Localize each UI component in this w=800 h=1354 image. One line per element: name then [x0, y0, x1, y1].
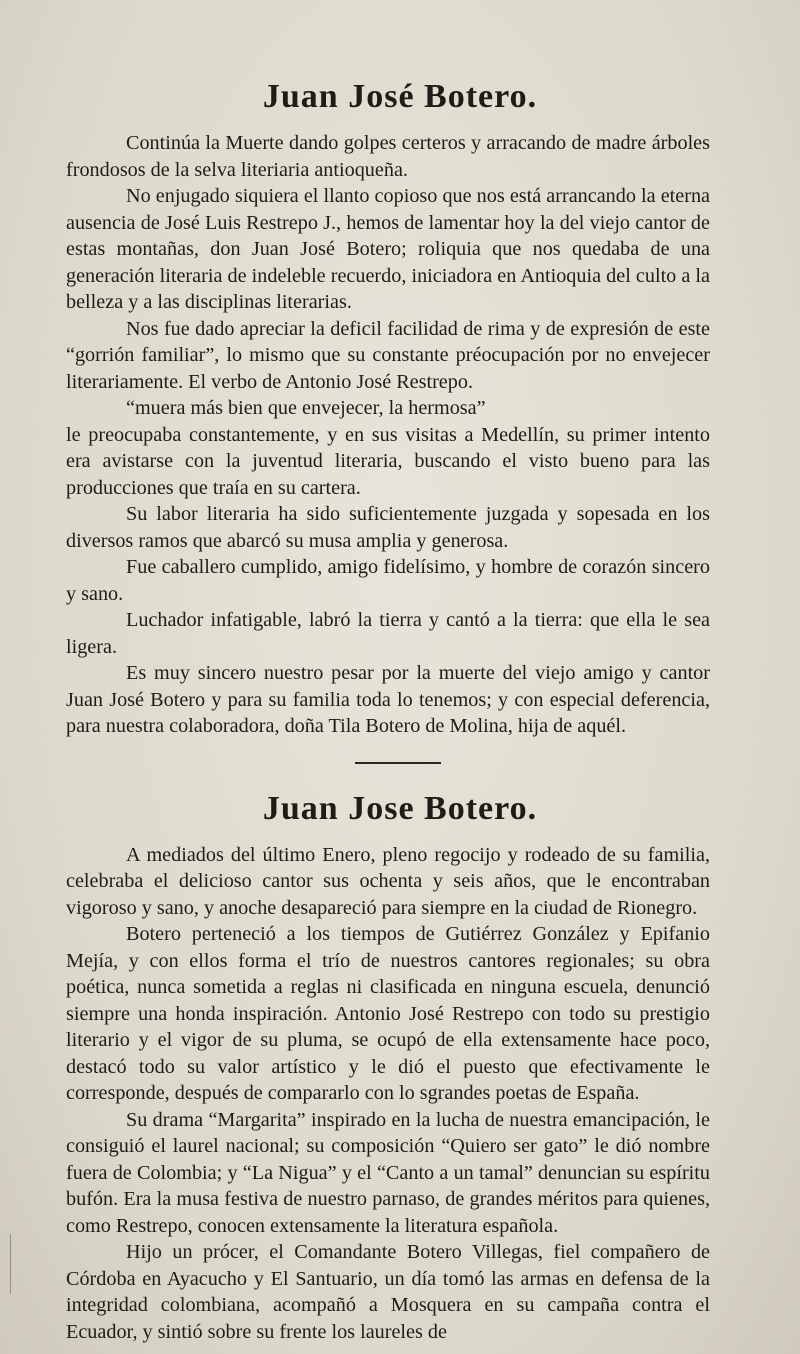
article1-paragraph-2: No enjugado siquiera el llanto copioso que nos está arrancando la eterna ausencia de José Luis Restrepo J., hemos de lamentar hoy la del viejo cantor de estas montañas, don Juan José Botero; roliquia que nos quedaba de una generación literaria de indeleble recuerdo, iniciadora en Antioquia del culto a la belleza y a las disciplinas literarias.	[66, 185, 710, 313]
article1-body	[66, 130, 710, 740]
article1-paragraph-1: Continúa la Muerte dando golpes certeros y arracando de madre árboles frondosos de la selva literiaria antioqueña.	[66, 132, 710, 181]
article1-paragraph-6: Fue caballero cumplido, amigo fidelísimo, y hombre de corazón sincero y sano.	[66, 556, 710, 605]
page-edge-mark	[10, 1234, 25, 1294]
article1-quote: “muera más bien que envejecer, la hermosa”	[126, 397, 486, 419]
article1-paragraph-4: le preocupaba constantemente, y en sus visitas a Medellín, su primer intento era avistarse con la juventud literaria, buscando el visto bueno para las producciones que traía en su cartera.	[66, 423, 710, 499]
article1-paragraph-8: Es muy sincero nuestro pesar por la muerte del viejo amigo y cantor Juan José Botero y para su familia toda lo tenemos; y con especial deferencia, para nuestra colaboradora, doña Tila Botero de Molina, hija de aquél.	[66, 662, 710, 737]
article1-paragraph-7: Luchador infatigable, labró la tierra y cantó a la tierra: que ella le sea ligera.	[66, 609, 710, 658]
article1-paragraph-3: Nos fue dado apreciar la deficil facilidad de rima y de expresión de este “gorrión familiar”, lo mismo que su constante préocupación por no envejecer literariamente. El verbo de Antonio José Restrepo.	[66, 317, 710, 393]
article1-title: Juan José Botero.	[262, 78, 538, 115]
article2-body	[66, 842, 710, 1346]
article2-paragraph-3: Su drama “Margarita” inspirado en la lucha de nuestra emancipación, le consiguió el laurel nacional; su composición “Quiero ser gato” le dió nombre fuera de Colombia; y “La Nigua” y el “Canto a un tamal” denuncian su espíritu bufón. Era la musa festiva de nuestro parnaso, de grandes méritos para quienes, como Restrepo, conocen extensamente la literatura española.	[66, 1108, 710, 1237]
section-divider	[355, 762, 441, 764]
article1-paragraph-5: Su labor literaria ha sido suficientemente juzgada y sopesada en los diversos ramos que abarcó su musa amplia y generosa.	[66, 503, 710, 552]
article2-paragraph-1: A mediados del último Enero, pleno regocijo y rodeado de su familia, celebraba el delicioso cantor sus ochenta y seis años, que le encontraban vigoroso y sano, y anoche desapareció para siempre en la ciudad de Rionegro.	[66, 843, 710, 919]
article2-paragraph-4: Hijo un prócer, el Comandante Botero Villegas, fiel compañero de Córdoba en Ayacucho y El Santuario, un día tomó las armas en defensa de la integridad colombiana, acompañó a Mosquera en su campaña contra el Ecuador, y sintió sobre su frente los laureles de	[66, 1241, 710, 1343]
article2-paragraph-2: Botero perteneció a los tiempos de Gutiérrez González y Epifanio Mejía, y con ellos forma el trío de nuestros cantores regionales; su obra poética, nunca sometida a reglas ni clasificada en ninguna escuela, denunció siempre una honda inspiración. Antonio José Restrepo con todo su prestigio literario y el vigor de su pluma, se ocupó de ella extensamente hace poco, destacó todo su valor artístico y le dió el puesto que efectivamente le corresponde, después de compararlo con lo sgrandes poetas de España.	[66, 923, 710, 1104]
article2-title: Juan Jose Botero.	[262, 789, 538, 827]
